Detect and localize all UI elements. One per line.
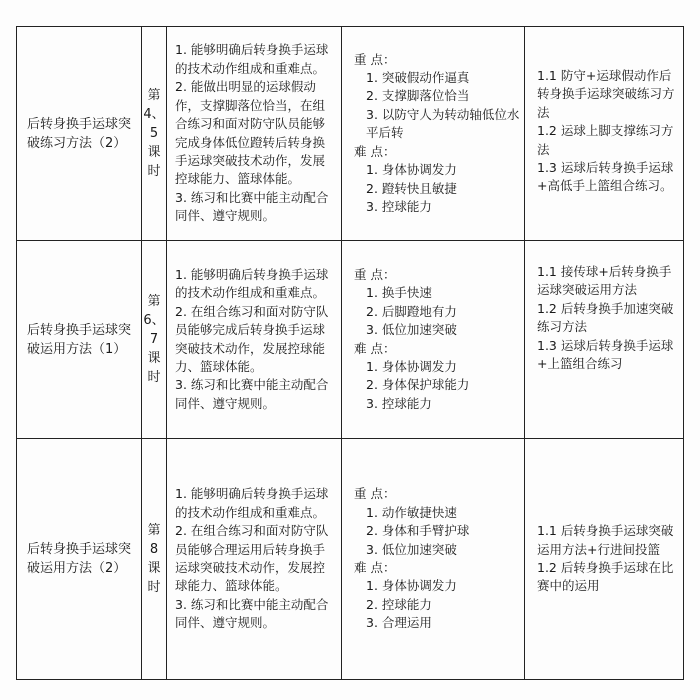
goals-cell xyxy=(167,439,342,680)
difficulty-item: 3. 控球能力 xyxy=(366,198,432,214)
lesson-title-cell xyxy=(17,439,142,680)
method-item: 1.1 后转身换手运球突破运用方法+行进间投篮 xyxy=(537,523,674,557)
lesson-title: 后转身换手运球突破练习方法（2） xyxy=(27,116,132,151)
key-points-cell xyxy=(342,241,525,439)
key-point-item: 1. 突破假动作逼真 xyxy=(366,70,470,86)
lesson-title-cell xyxy=(17,241,142,439)
lesson-title: 后转身换手运球突破运用方法（1） xyxy=(27,322,132,357)
goal-item: 2. 在组合练习和面对防守队员能够合理运用后转身换手运球突破技术动作，发展控球能力、篮球体能。 xyxy=(175,523,329,594)
key-points-label: 重 点： xyxy=(354,51,396,67)
table-row xyxy=(17,27,684,241)
lesson-plan-table xyxy=(16,26,684,680)
goals-cell xyxy=(167,27,342,241)
key-point-item: 1. 动作敏捷快速 xyxy=(366,504,457,520)
method-item: 1.3 运球后转身换手运球+上篮组合练习 xyxy=(537,337,674,372)
methods-cell xyxy=(525,27,684,241)
difficulty-item: 3. 合理运用 xyxy=(366,615,432,631)
key-point-item: 3. 低位加速突破 xyxy=(366,322,457,338)
goals-cell xyxy=(167,241,342,439)
lesson-number-part: 第 xyxy=(147,294,161,309)
lesson-title-cell xyxy=(17,27,142,241)
lesson-number-part: 6、7 xyxy=(143,313,165,347)
lesson-number-part: 时 xyxy=(147,164,161,179)
method-item: 1.2 运球上脚支撑练习方法 xyxy=(537,123,674,157)
table-row xyxy=(17,439,684,680)
difficulties-label: 难 点： xyxy=(354,143,396,159)
goal-item: 3. 练习和比赛中能主动配合同伴、遵守规则。 xyxy=(175,189,329,224)
lesson-number-cell xyxy=(142,439,167,680)
lesson-number-part: 8 xyxy=(149,542,159,557)
lesson-number-cell xyxy=(142,241,167,439)
lesson-number-part: 课 xyxy=(147,351,161,366)
lesson-number-part: 4、5 xyxy=(143,107,165,141)
method-item: 1.2 后转身换手运球在比赛中的运用 xyxy=(537,560,674,594)
key-points-cell xyxy=(342,439,525,680)
goal-item: 2. 能做出明显的运球假动作，支撑脚落位恰当，在组合练习和面对防守队员能够完成身体低位蹬转后转身换手运球突破技术动作，发展控球能力、篮球体能。 xyxy=(175,79,326,187)
key-points-cell xyxy=(342,27,525,241)
key-point-item: 3. 以防守人为转动轴低位水平后转 xyxy=(366,106,520,141)
goal-item: 3. 练习和比赛中能主动配合同伴、遵守规则。 xyxy=(175,596,329,631)
goal-item: 1. 能够明确后转身换手运球的技术动作组成和重难点。 xyxy=(175,266,329,301)
difficulty-item: 3. 控球能力 xyxy=(366,395,432,411)
method-item: 1.1 防守+运球假动作后转身换手运球突破练习方法 xyxy=(537,68,675,120)
key-point-item: 2. 支撑脚落位恰当 xyxy=(366,88,470,104)
key-point-item: 2. 后脚蹬地有力 xyxy=(366,303,457,319)
difficulty-item: 1. 身体协调发力 xyxy=(366,162,457,178)
lesson-number-part: 课 xyxy=(147,561,161,576)
method-item: 1.2 后转身换手加速突破练习方法 xyxy=(537,300,674,335)
lesson-number-part: 时 xyxy=(147,580,161,595)
lesson-number-part: 时 xyxy=(147,370,161,385)
difficulty-item: 2. 控球能力 xyxy=(366,596,432,612)
method-item: 1.1 接传球+后转身换手运球突破运用方法 xyxy=(537,264,672,298)
lesson-number-cell xyxy=(142,27,167,241)
difficulties-label: 难 点： xyxy=(354,340,396,356)
key-points-label: 重 点： xyxy=(354,266,396,282)
lesson-number-part: 第 xyxy=(147,88,161,103)
difficulty-item: 1. 身体协调发力 xyxy=(366,578,457,594)
key-point-item: 2. 身体和手臂护球 xyxy=(366,523,470,539)
difficulty-item: 1. 身体协调发力 xyxy=(366,358,457,374)
table-row xyxy=(17,241,684,439)
key-point-item: 3. 低位加速突破 xyxy=(366,541,457,557)
goal-item: 3. 练习和比赛中能主动配合同伴、遵守规则。 xyxy=(175,377,329,411)
goal-item: 2. 在组合练习和面对防守队员能够完成后转身换手运球突破技术动作，发展控球能力、篮球体能。 xyxy=(175,303,329,374)
lesson-number-part: 第 xyxy=(147,523,161,538)
method-item: 1.3 运球后转身换手运球+高低手上篮组合练习。 xyxy=(537,160,674,194)
key-points-label: 重 点： xyxy=(354,486,396,502)
difficulty-item: 2. 身体保护球能力 xyxy=(366,377,470,393)
lesson-number-part: 课 xyxy=(147,145,161,160)
methods-cell xyxy=(525,439,684,680)
difficulties-label: 难 点： xyxy=(354,560,396,575)
lesson-title: 后转身换手运球突破运用方法（2） xyxy=(27,542,132,576)
goal-item: 1. 能够明确后转身换手运球的技术动作组成和重难点。 xyxy=(175,486,329,520)
goal-item: 1. 能够明确后转身换手运球的技术动作组成和重难点。 xyxy=(175,42,329,76)
key-point-item: 1. 换手快速 xyxy=(366,285,432,301)
methods-cell xyxy=(525,241,684,439)
difficulty-item: 2. 蹬转快且敏捷 xyxy=(366,180,457,196)
